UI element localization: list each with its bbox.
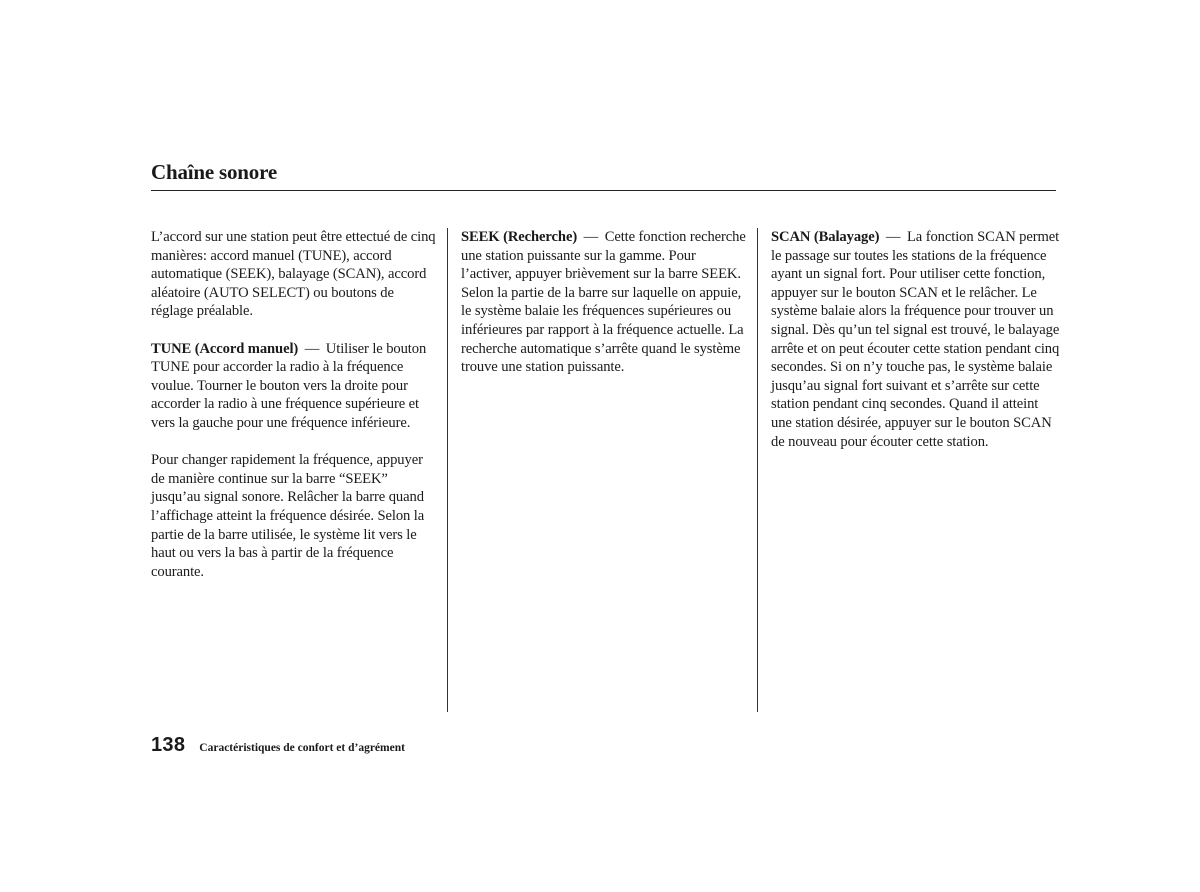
tune-text: Utiliser le bouton TUNE pour accorder la radio à la fréquence voulue. Tourner le bouton vers la droite pour accorder la radio à une fréquence supérieure et vers la gauche pour une fréquence inférieure. bbox=[151, 340, 427, 431]
intro-paragraph bbox=[151, 228, 437, 321]
tune-term: TUNE (Accord manuel) bbox=[151, 340, 299, 357]
scan-dash: — bbox=[885, 229, 901, 245]
page-footer bbox=[151, 734, 405, 757]
column-divider-2 bbox=[757, 228, 758, 712]
page-title: Chaîne sonore bbox=[151, 160, 277, 184]
tune-paragraph bbox=[151, 340, 437, 433]
fast-change-text: Pour changer rapidement la fréquence, appuyer de manière continue sur la barre “SEEK” jusqu’au signal sonore. Relâcher la barre quand l’affichage atteint la fréquence désirée. Selon la partie de la barre utilisée, le système lit vers le haut ou vers la bas à partir de la fréquence courante. bbox=[151, 452, 425, 580]
seek-dash: — bbox=[583, 229, 599, 245]
page-number: 138 bbox=[151, 734, 186, 756]
seek-paragraph bbox=[461, 228, 749, 377]
text-column-1 bbox=[151, 228, 437, 600]
title-rule bbox=[151, 190, 1056, 191]
intro-text: L’accord sur une station peut être ettectué de cinq manières: accord manuel (TUNE), accord automatique (SEEK), balayage (SCAN), accord aléatoire (AUTO SELECT) ou boutons de réglage préalable. bbox=[151, 229, 436, 320]
scan-text: La fonction SCAN permet le passage sur toutes les stations de la fréquence ayant un signal fort. Pour utiliser cette fonction, appuyer sur le bouton SCAN et le relâcher. Le système balaie alors la fréquence pour trouver un signal. Dès qu’un tel signal est trouvé, le balayage arrête et on peut écouter cette station pendant cinq secondes. Si on n’y touche pas, le système balaie jusqu’au signal fort suivant et s’arrête sur cette station pendant cinq secondes. Quand il atteint une station désirée, appuyer sur le bouton SCAN de nouveau pour écouter cette station. bbox=[771, 229, 1060, 450]
seek-term: SEEK (Recherche) bbox=[461, 229, 578, 245]
column-divider-1 bbox=[447, 228, 448, 712]
tune-dash: — bbox=[304, 340, 320, 357]
fast-change-paragraph bbox=[151, 451, 437, 581]
section-label: Caractéristiques de confort et d’agrément bbox=[199, 742, 405, 754]
scan-term: SCAN (Balayage) bbox=[771, 229, 880, 245]
text-column-3 bbox=[771, 228, 1061, 470]
seek-text: Cette fonction recherche une station puissante sur la gamme. Pour l’activer, appuyer brièvement sur la barre SEEK. Selon la partie de la barre sur laquelle on appuie, le système balaie les fréquences supérieures ou inférieures par rapport à la fréquence actuelle. La recherche automatique s’arrête quand le système trouve une station puissante. bbox=[461, 229, 746, 376]
scan-paragraph bbox=[771, 228, 1061, 451]
text-column-2 bbox=[461, 228, 749, 395]
